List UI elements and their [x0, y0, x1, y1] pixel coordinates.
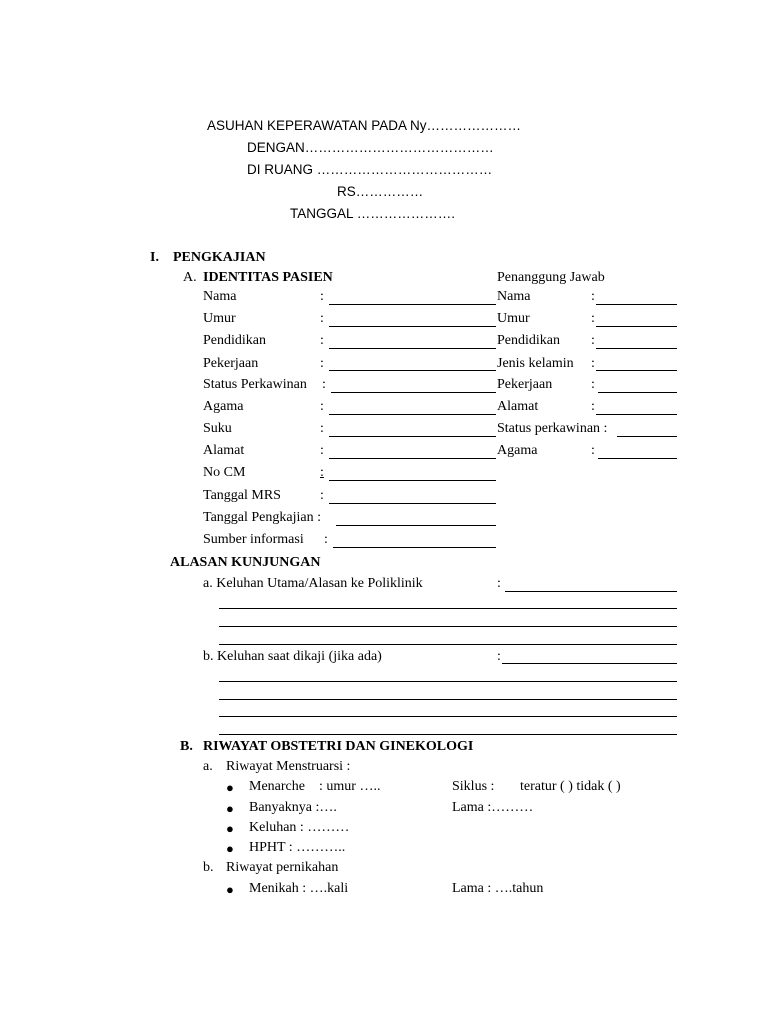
colon: :	[591, 443, 595, 458]
colon: :	[497, 649, 501, 664]
header-date: TANGGAL ………………….	[290, 206, 456, 221]
guardian-field-label: Agama	[497, 443, 538, 458]
guardian-field-label: Jenis kelamin	[497, 356, 574, 371]
cycle-label: Siklus :	[452, 779, 495, 794]
chief-complaint-line[interactable]	[219, 644, 677, 645]
menarche-label: Menarche	[249, 779, 305, 794]
current-complaint-line[interactable]	[219, 734, 677, 735]
guardian-field-label: Alamat	[497, 399, 539, 414]
current-complaint-line[interactable]	[219, 716, 677, 717]
colon: :	[320, 465, 324, 480]
chief-complaint-line[interactable]	[505, 591, 677, 592]
patient-field-label: Tanggal MRS	[203, 488, 281, 503]
colon: :	[591, 333, 595, 348]
subsection-a-title: IDENTITAS PASIEN	[203, 270, 333, 285]
guardian-title: Penanggung Jawab	[497, 270, 605, 285]
patient-field-label: Status Perkawinan	[203, 377, 307, 392]
current-complaint-line[interactable]	[502, 663, 677, 664]
amount-field: Banyaknya :….	[249, 800, 337, 815]
colon: :	[591, 289, 595, 304]
header-room: DI RUANG …………………………………	[247, 162, 493, 177]
guardian-answer-line[interactable]	[596, 370, 677, 371]
hpht-field: HPHT : ………..	[249, 840, 346, 855]
patient-field-label: Tanggal Pengkajian :	[203, 510, 321, 525]
colon: :	[320, 311, 324, 326]
patient-answer-line[interactable]	[336, 525, 496, 526]
patient-field-label: Pekerjaan	[203, 356, 259, 371]
patient-field-label: Pendidikan	[203, 333, 266, 348]
guardian-answer-line[interactable]	[596, 348, 677, 349]
colon: :	[320, 443, 324, 458]
current-complaint-line[interactable]	[219, 699, 677, 700]
guardian-field-label: Nama	[497, 289, 531, 304]
guardian-answer-line[interactable]	[596, 414, 677, 415]
complaint-field: Keluhan : ………	[249, 820, 350, 835]
colon: :	[591, 311, 595, 326]
colon: :	[320, 399, 324, 414]
guardian-field-label: Pekerjaan	[497, 377, 553, 392]
menarche-value: : umur …..	[319, 779, 381, 794]
patient-answer-line[interactable]	[329, 503, 496, 504]
colon: :	[320, 356, 324, 371]
bullet-icon: ●	[226, 801, 234, 816]
patient-field-label: Umur	[203, 311, 236, 326]
guardian-answer-line[interactable]	[596, 304, 677, 305]
patient-answer-line[interactable]	[331, 392, 496, 393]
subsection-a-letter: A.	[183, 270, 197, 285]
bullet-icon: ●	[226, 882, 234, 897]
chief-complaint-label: a. Keluhan Utama/Alasan ke Poliklinik	[203, 576, 423, 591]
patient-answer-line[interactable]	[329, 414, 496, 415]
section-title: PENGKAJIAN	[173, 250, 266, 265]
subsection-b-letter: B.	[180, 739, 193, 754]
colon: :	[591, 399, 595, 414]
guardian-answer-line[interactable]	[617, 436, 677, 437]
marriage-duration-field: Lama : ….tahun	[452, 881, 544, 896]
guardian-field-label: Umur	[497, 311, 530, 326]
section-number: I.	[150, 250, 159, 265]
patient-answer-line[interactable]	[333, 547, 496, 548]
patient-field-label: No CM	[203, 465, 246, 480]
patient-field-label: Nama	[203, 289, 237, 304]
marriage-history-title: Riwayat pernikahan	[226, 860, 339, 875]
header-hospital: RS……………	[337, 184, 424, 199]
colon: :	[324, 532, 328, 547]
duration-field: Lama :………	[452, 800, 534, 815]
patient-answer-line[interactable]	[329, 480, 496, 481]
marriage-count-field: Menikah : ….kali	[249, 881, 349, 896]
guardian-field-label: Status perkawinan :	[497, 421, 608, 436]
chief-complaint-line[interactable]	[219, 626, 677, 627]
visit-reason-title: ALASAN KUNJUNGAN	[170, 555, 321, 570]
guardian-answer-line[interactable]	[598, 458, 677, 459]
colon: :	[591, 377, 595, 392]
patient-answer-line[interactable]	[329, 326, 496, 327]
menstrual-history-letter: a.	[203, 759, 213, 774]
patient-field-label: Sumber informasi	[203, 532, 304, 547]
colon: :	[497, 576, 501, 591]
colon: :	[591, 356, 595, 371]
patient-answer-line[interactable]	[329, 436, 496, 437]
colon: :	[320, 289, 324, 304]
patient-answer-line[interactable]	[329, 370, 496, 371]
patient-field-label: Agama	[203, 399, 244, 414]
guardian-field-label: Pendidikan	[497, 333, 560, 348]
marriage-history-letter: b.	[203, 860, 214, 875]
bullet-icon: ●	[226, 841, 234, 856]
bullet-icon: ●	[226, 780, 234, 795]
colon: :	[320, 488, 324, 503]
patient-field-label: Alamat	[203, 443, 245, 458]
chief-complaint-line[interactable]	[219, 608, 677, 609]
colon: :	[322, 377, 326, 392]
colon: :	[320, 421, 324, 436]
patient-field-label: Suku	[203, 421, 232, 436]
patient-answer-line[interactable]	[329, 348, 496, 349]
menstrual-history-title: Riwayat Menstruarsi :	[226, 759, 351, 774]
patient-answer-line[interactable]	[329, 458, 496, 459]
guardian-answer-line[interactable]	[598, 392, 677, 393]
bullet-icon: ●	[226, 821, 234, 836]
colon: :	[320, 333, 324, 348]
header-diagnosis: DENGAN……………………………………	[247, 140, 494, 155]
header-title: ASUHAN KEPERAWATAN PADA Ny…………………	[207, 118, 522, 133]
patient-answer-line[interactable]	[329, 304, 496, 305]
guardian-answer-line[interactable]	[596, 326, 677, 327]
current-complaint-line[interactable]	[219, 681, 677, 682]
current-complaint-label: b. Keluhan saat dikaji (jika ada)	[203, 649, 382, 664]
subsection-b-title: RIWAYAT OBSTETRI DAN GINEKOLOGI	[203, 739, 474, 754]
cycle-value: teratur ( ) tidak ( )	[520, 779, 621, 794]
